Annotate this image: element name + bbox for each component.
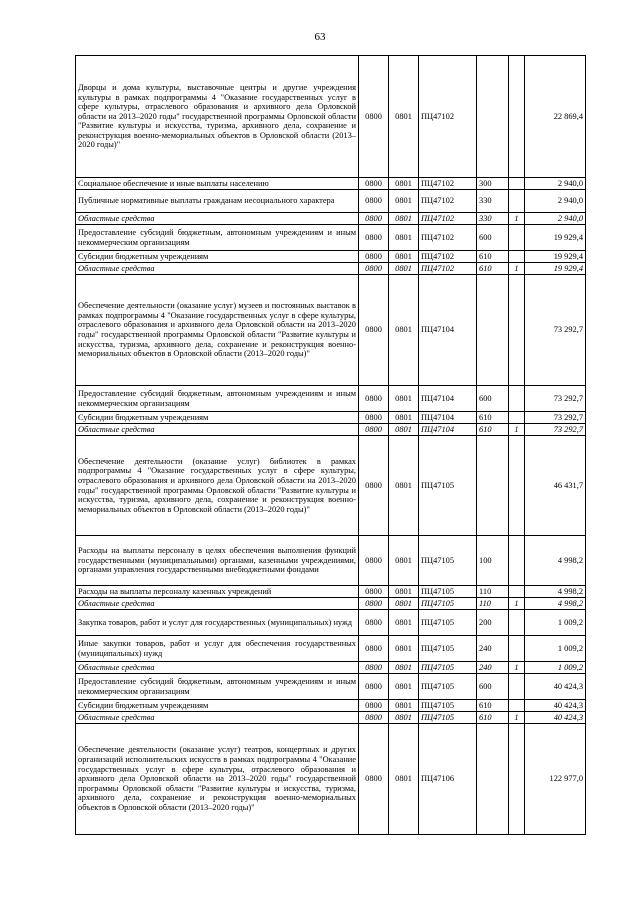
section-code: 0800 [359, 586, 389, 598]
row-description: Дворцы и дома культуры, выставочные центры и другие учреждения культуры в рамках подпрограммы 4 "Оказание государственных услуг в сфере культуры, отраслевого образования и архивного дела Орловской области на 2013–2020 годы" государственной программы Орловской области "Развитие культуры и искусства, туризма, архивного дела, сохранение и реконструкция военно-мемориальных объектов в Орловской области (2013–2020 годы)" [76, 56, 359, 178]
section-code: 0800 [359, 213, 389, 225]
amount: 4 998,2 [525, 586, 586, 598]
table-row [76, 412, 586, 424]
target-article-code: ПЦ47105 [419, 636, 477, 662]
funding-source-code [509, 412, 525, 424]
table-row [76, 712, 586, 724]
table-row [76, 674, 586, 700]
section-code: 0800 [359, 536, 389, 586]
amount: 2 940,0 [525, 213, 586, 225]
funding-source-code [509, 225, 525, 251]
funding-source-code: 1 [509, 213, 525, 225]
row-description: Предоставление субсидий бюджетным, автономным учреждениям и иным некоммерческим организациям [76, 674, 359, 700]
expense-type-code [477, 56, 509, 178]
amount: 19 929,4 [525, 251, 586, 263]
target-article-code: ПЦ47102 [419, 263, 477, 275]
funding-source-code [509, 610, 525, 636]
amount: 46 431,7 [525, 436, 586, 536]
funding-source-code [509, 178, 525, 190]
section-code: 0800 [359, 712, 389, 724]
table-row [76, 424, 586, 436]
funding-source-code [509, 251, 525, 263]
amount: 22 869,4 [525, 56, 586, 178]
expense-type-code [477, 275, 509, 386]
funding-source-code: 1 [509, 662, 525, 674]
row-description: Областные средства [76, 598, 359, 610]
amount: 1 009,2 [525, 636, 586, 662]
table-row [76, 662, 586, 674]
expense-type-code: 600 [477, 674, 509, 700]
row-description: Обеспечение деятельности (оказание услуг) музеев и постоянных выставок в рамках подпрограммы 4 "Оказание государственных услуг в сфере культуры, отраслевого образования и архивного дела Орловской области на 2013–2020 годы" государственной программы Орловской области "Развитие культуры и искусства, туризма, архивного дела, сохранение и реконструкция военно-мемориальных объектов в Орловской области (2013–2020 годы)" [76, 275, 359, 386]
subsection-code: 0801 [389, 178, 419, 190]
target-article-code: ПЦ47102 [419, 56, 477, 178]
amount: 19 929,4 [525, 225, 586, 251]
subsection-code: 0801 [389, 586, 419, 598]
subsection-code: 0801 [389, 598, 419, 610]
subsection-code: 0801 [389, 610, 419, 636]
expense-type-code: 200 [477, 610, 509, 636]
row-description: Областные средства [76, 213, 359, 225]
section-code: 0800 [359, 386, 389, 412]
subsection-code: 0801 [389, 662, 419, 674]
table-row [76, 275, 586, 386]
amount: 73 292,7 [525, 412, 586, 424]
expense-type-code: 330 [477, 213, 509, 225]
table-row [76, 56, 586, 178]
target-article-code: ПЦ47105 [419, 598, 477, 610]
subsection-code: 0801 [389, 225, 419, 251]
expense-type-code: 610 [477, 263, 509, 275]
amount: 1 009,2 [525, 610, 586, 636]
subsection-code: 0801 [389, 712, 419, 724]
table-row [76, 251, 586, 263]
table-row [76, 724, 586, 835]
target-article-code: ПЦ47102 [419, 225, 477, 251]
amount: 2 940,0 [525, 190, 586, 213]
expense-type-code: 330 [477, 190, 509, 213]
target-article-code: ПЦ47106 [419, 724, 477, 835]
funding-source-code: 1 [509, 424, 525, 436]
subsection-code: 0801 [389, 424, 419, 436]
expense-type-code: 610 [477, 700, 509, 712]
target-article-code: ПЦ47105 [419, 662, 477, 674]
section-code: 0800 [359, 178, 389, 190]
section-code: 0800 [359, 598, 389, 610]
section-code: 0800 [359, 190, 389, 213]
target-article-code: ПЦ47104 [419, 424, 477, 436]
amount: 4 998,2 [525, 536, 586, 586]
table-row [76, 636, 586, 662]
section-code: 0800 [359, 56, 389, 178]
row-description: Областные средства [76, 662, 359, 674]
expense-type-code [477, 436, 509, 536]
row-description: Социальное обеспечение и иные выплаты населению [76, 178, 359, 190]
subsection-code: 0801 [389, 674, 419, 700]
amount: 1 009,2 [525, 662, 586, 674]
table-row [76, 700, 586, 712]
table-row [76, 190, 586, 213]
row-description: Предоставление субсидий бюджетным, автономным учреждениям и иным некоммерческим организациям [76, 386, 359, 412]
target-article-code: ПЦ47104 [419, 386, 477, 412]
section-code: 0800 [359, 700, 389, 712]
funding-source-code [509, 386, 525, 412]
section-code: 0800 [359, 225, 389, 251]
table-row [76, 213, 586, 225]
row-description: Расходы на выплаты персоналу казенных учреждений [76, 586, 359, 598]
table-row [76, 536, 586, 586]
budget-table-body [76, 56, 586, 835]
row-description: Областные средства [76, 712, 359, 724]
row-description: Закупка товаров, работ и услуг для государственных (муниципальных) нужд [76, 610, 359, 636]
funding-source-code: 1 [509, 263, 525, 275]
expense-type-code: 240 [477, 636, 509, 662]
row-description: Иные закупки товаров, работ и услуг для обеспечения государственных (муниципальных) нужд [76, 636, 359, 662]
section-code: 0800 [359, 263, 389, 275]
expense-type-code: 110 [477, 598, 509, 610]
row-description: Публичные нормативные выплаты гражданам несоциального характера [76, 190, 359, 213]
target-article-code: ПЦ47102 [419, 213, 477, 225]
table-row [76, 263, 586, 275]
target-article-code: ПЦ47105 [419, 536, 477, 586]
expense-type-code: 100 [477, 536, 509, 586]
amount: 40 424,3 [525, 712, 586, 724]
section-code: 0800 [359, 275, 389, 386]
subsection-code: 0801 [389, 251, 419, 263]
subsection-code: 0801 [389, 386, 419, 412]
funding-source-code: 1 [509, 598, 525, 610]
funding-source-code [509, 436, 525, 536]
amount: 2 940,0 [525, 178, 586, 190]
subsection-code: 0801 [389, 700, 419, 712]
subsection-code: 0801 [389, 190, 419, 213]
funding-source-code [509, 275, 525, 386]
expense-type-code: 610 [477, 251, 509, 263]
table-row [76, 610, 586, 636]
row-description: Субсидии бюджетным учреждениям [76, 700, 359, 712]
amount: 40 424,3 [525, 700, 586, 712]
expense-type-code [477, 724, 509, 835]
expense-type-code: 110 [477, 586, 509, 598]
row-description: Обеспечение деятельности (оказание услуг) театров, концертных и других организаций исполнительских искусств в рамках подпрограммы 4 "Оказание государственных услуг в сфере культуры, отраслевого образования и архивного дела Орловской области на 2013–2020 годы" государственной программы Орловской области "Развитие культуры и искусства, туризма, архивного дела, сохранение и реконструкция военно-мемориальных объектов в Орловской области (2013–2020 годы)" [76, 724, 359, 835]
subsection-code: 0801 [389, 724, 419, 835]
subsection-code: 0801 [389, 56, 419, 178]
table-row [76, 178, 586, 190]
row-description: Предоставление субсидий бюджетным, автономным учреждениям и иным некоммерческим организациям [76, 225, 359, 251]
funding-source-code [509, 724, 525, 835]
target-article-code: ПЦ47102 [419, 251, 477, 263]
table-row [76, 225, 586, 251]
subsection-code: 0801 [389, 213, 419, 225]
expense-type-code: 610 [477, 712, 509, 724]
section-code: 0800 [359, 251, 389, 263]
section-code: 0800 [359, 724, 389, 835]
target-article-code: ПЦ47105 [419, 700, 477, 712]
expense-type-code: 240 [477, 662, 509, 674]
expense-type-code: 300 [477, 178, 509, 190]
funding-source-code [509, 700, 525, 712]
expense-type-code: 600 [477, 386, 509, 412]
subsection-code: 0801 [389, 436, 419, 536]
funding-source-code [509, 586, 525, 598]
funding-source-code [509, 56, 525, 178]
amount: 73 292,7 [525, 386, 586, 412]
section-code: 0800 [359, 662, 389, 674]
target-article-code: ПЦ47102 [419, 178, 477, 190]
row-description: Обеспечение деятельности (оказание услуг) библиотек в рамках подпрограммы 4 "Оказание государственных услуг в сфере культуры, отраслевого образования и архивного дела Орловской области на 2013–2020 годы" государственной программы Орловской области "Развитие культуры и искусства, туризма, архивного дела, сохранение и реконструкция военно-мемориальных объектов в Орловской области (2013–2020 годы)" [76, 436, 359, 536]
target-article-code: ПЦ47105 [419, 674, 477, 700]
expense-type-code: 610 [477, 424, 509, 436]
funding-source-code [509, 536, 525, 586]
amount: 122 977,0 [525, 724, 586, 835]
section-code: 0800 [359, 610, 389, 636]
target-article-code: ПЦ47102 [419, 190, 477, 213]
subsection-code: 0801 [389, 275, 419, 386]
section-code: 0800 [359, 674, 389, 700]
table-row [76, 586, 586, 598]
page-number: 63 [314, 31, 326, 43]
target-article-code: ПЦ47105 [419, 436, 477, 536]
subsection-code: 0801 [389, 263, 419, 275]
section-code: 0800 [359, 424, 389, 436]
funding-source-code: 1 [509, 712, 525, 724]
amount: 73 292,7 [525, 275, 586, 386]
row-description: Субсидии бюджетным учреждениям [76, 412, 359, 424]
amount: 40 424,3 [525, 674, 586, 700]
subsection-code: 0801 [389, 536, 419, 586]
section-code: 0800 [359, 436, 389, 536]
funding-source-code [509, 674, 525, 700]
row-description: Областные средства [76, 424, 359, 436]
amount: 19 929,4 [525, 263, 586, 275]
row-description: Областные средства [76, 263, 359, 275]
section-code: 0800 [359, 636, 389, 662]
section-code: 0800 [359, 412, 389, 424]
expense-type-code: 600 [477, 225, 509, 251]
amount: 4 998,2 [525, 598, 586, 610]
amount: 73 292,7 [525, 424, 586, 436]
table-row [76, 598, 586, 610]
target-article-code: ПЦ47105 [419, 610, 477, 636]
table-row [76, 386, 586, 412]
funding-source-code [509, 190, 525, 213]
expense-type-code: 610 [477, 412, 509, 424]
target-article-code: ПЦ47104 [419, 412, 477, 424]
row-description: Расходы на выплаты персоналу в целях обеспечения выполнения функций государственными (муниципальными) органами, казенными учреждениями, органами управления государственными внебюджетными фондами [76, 536, 359, 586]
subsection-code: 0801 [389, 412, 419, 424]
target-article-code: ПЦ47105 [419, 586, 477, 598]
target-article-code: ПЦ47104 [419, 275, 477, 386]
budget-table [75, 55, 586, 835]
row-description: Субсидии бюджетным учреждениям [76, 251, 359, 263]
funding-source-code [509, 636, 525, 662]
subsection-code: 0801 [389, 636, 419, 662]
table-row [76, 436, 586, 536]
target-article-code: ПЦ47105 [419, 712, 477, 724]
